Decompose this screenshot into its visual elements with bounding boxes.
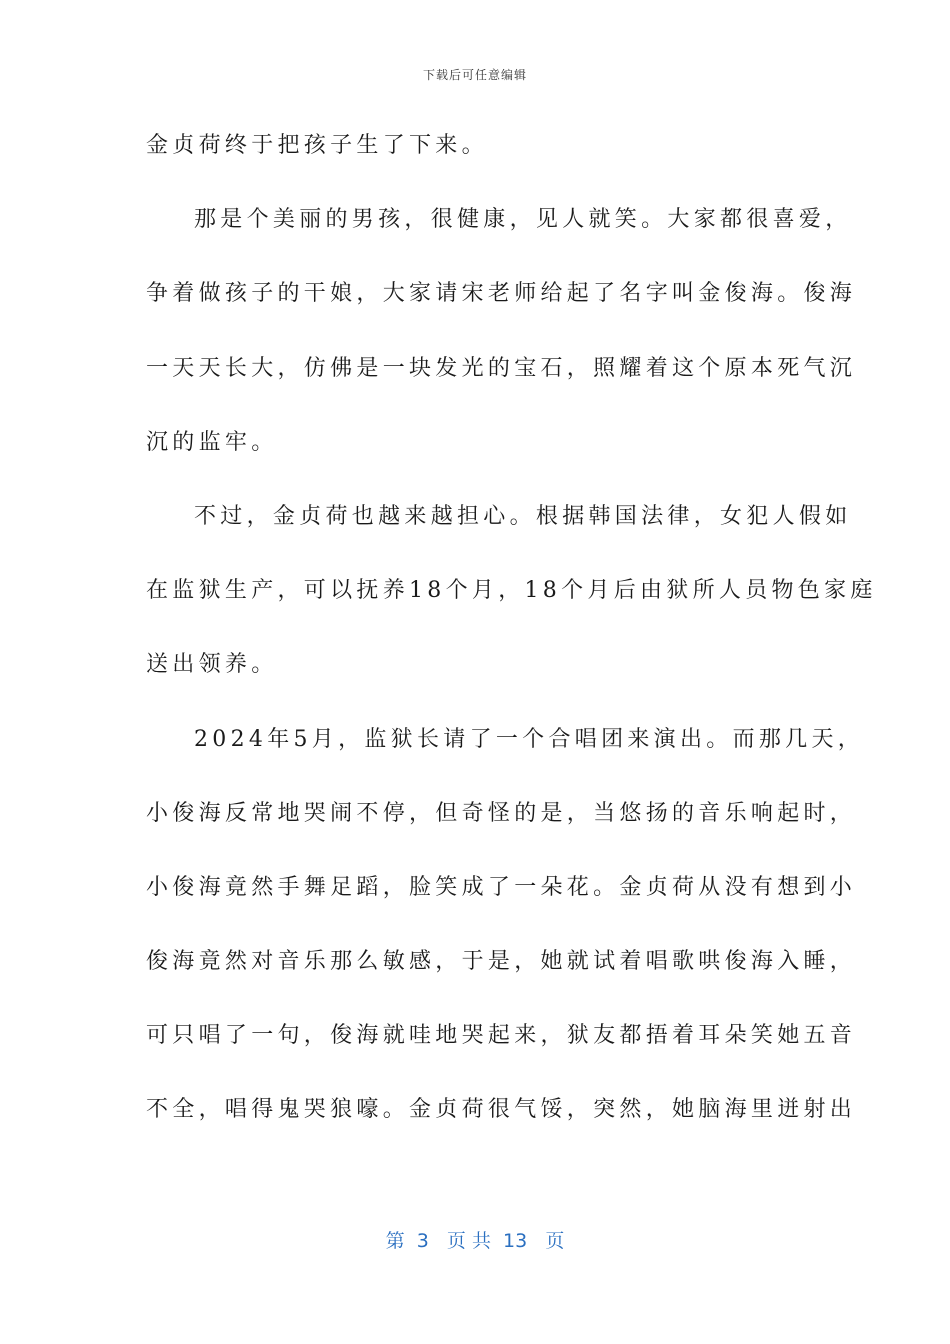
paragraph-start-line: 不过，金贞荷也越来越担心。根据韩国法律，女犯人假如 — [194, 503, 852, 529]
text-line: 金贞荷终于把孩子生了下来。 — [146, 133, 488, 158]
text-line: 沉的监牢。 — [146, 429, 278, 455]
paragraph-start-line: 那是个美丽的男孩，很健康，见人就笑。大家都很喜爱， — [194, 207, 852, 233]
text-line: 小俊海反常地哭闹不停，但奇怪的是，当悠扬的音乐响起时， — [146, 800, 857, 826]
text-line: 不全，唱得鬼哭狼嚎。金贞荷很气馁，突然，她脑海里迸射出 — [146, 1097, 857, 1123]
paragraph-start-line: 2024年5月，监狱长请了一个合唱团来演出。而那几天， — [194, 726, 865, 752]
text-line: 一天天长大，仿佛是一块发光的宝石，照耀着这个原本死气沉 — [146, 355, 857, 381]
text-line: 俊海竟然对音乐那么敏感，于是，她就试着唱歌哄俊海入睡， — [146, 949, 857, 975]
text-line: 争着做孩子的干娘，大家请宋老师给起了名字叫金俊海。俊海 — [146, 281, 857, 307]
text-line: 送出领养。 — [146, 652, 278, 678]
text-line: 小俊海竟然手舞足蹈，脸笑成了一朵花。金贞荷从没有想到小 — [146, 874, 857, 900]
page-number-footer: 第 3 页 共 13 页 — [385, 1230, 565, 1252]
text-line: 在监狱生产，可以抚养18个月，18个月后由狱所人员物色家庭 — [146, 578, 877, 604]
document-body — [146, 124, 877, 1163]
page-header-note: 下载后可任意编辑 — [422, 68, 527, 82]
text-line: 可只唱了一句，俊海就哇地哭起来，狱友都捂着耳朵笑她五音 — [146, 1023, 857, 1049]
